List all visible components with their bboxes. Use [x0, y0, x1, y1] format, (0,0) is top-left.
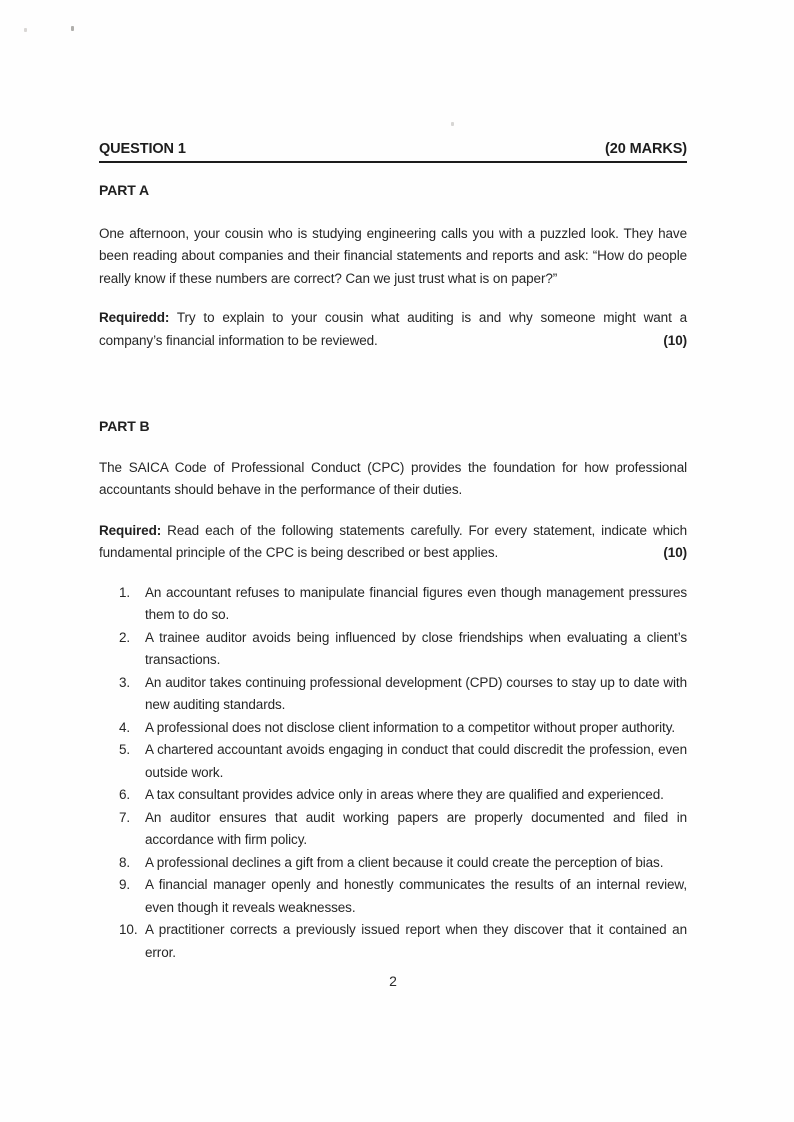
- statements-list: [99, 582, 687, 965]
- scan-artifact-dot: [71, 26, 74, 31]
- statement-number: 4.: [119, 719, 131, 735]
- question-marks: (20 MARKS): [605, 141, 687, 157]
- statement-item: [99, 874, 687, 919]
- scan-artifact-dot: [451, 122, 454, 126]
- statement-item: [99, 919, 687, 964]
- question-header: [99, 140, 687, 163]
- statement-text: An auditor takes continuing professional development (CPD) courses to stay up to date with new auditing standards.: [145, 674, 687, 712]
- statement-item: [99, 717, 687, 740]
- statement-number: 2.: [119, 629, 131, 645]
- document-content: [99, 140, 687, 993]
- statement-number: 6.: [119, 787, 131, 802]
- statement-number: 7.: [119, 809, 131, 825]
- scan-artifact-dot: [24, 28, 27, 32]
- statement-text: An accountant refuses to manipulate financial figures even though management pressures them to do so.: [145, 584, 687, 622]
- statement-item: [99, 627, 687, 672]
- required-text: Read each of the following statements carefully. For every statement, indicate which fundamental principle of the CPC is being described or best applies.: [99, 522, 687, 560]
- page-number: 2: [389, 973, 397, 989]
- statement-number: 10.: [119, 922, 138, 937]
- marks-allocation: (10): [663, 545, 687, 560]
- statement-item: [99, 784, 687, 807]
- required-label: Requiredd:: [99, 310, 170, 325]
- part-b-heading: PART B: [99, 418, 150, 434]
- statement-number: 1.: [119, 584, 131, 600]
- part-a-heading: PART A: [99, 182, 149, 198]
- statement-text: A tax consultant provides advice only in areas where they are qualified and experienced.: [145, 787, 664, 802]
- statement-item: [99, 807, 687, 852]
- statement-item: [99, 582, 687, 627]
- statement-text: A practitioner corrects a previously issued report when they discover that it contained an error.: [145, 922, 687, 960]
- statement-text: A trainee auditor avoids being influenced by close friendships when evaluating a client’s transactions.: [145, 629, 687, 667]
- statement-text: A financial manager openly and honestly communicates the results of an internal review, even though it reveals weaknesses.: [145, 877, 687, 915]
- statement-text: An auditor ensures that audit working papers are properly documented and filed in accordance with firm policy.: [145, 809, 687, 847]
- required-text: Try to explain to your cousin what auditing is and why someone might want a company’s financial information to be reviewed.: [99, 310, 687, 348]
- statement-item: [99, 672, 687, 717]
- question-title: QUESTION 1: [99, 141, 186, 157]
- part-a-required: [99, 307, 687, 352]
- statement-number: 8.: [119, 854, 131, 870]
- statement-item: [99, 852, 687, 875]
- part-a-scenario: One afternoon, your cousin who is studying engineering calls you with a puzzled look. They have been reading about companies and their financial statements and reports and ask: “How do people really know if these numbers are correct? Can we just trust what is on paper?”: [99, 225, 687, 286]
- statement-number: 5.: [119, 742, 131, 757]
- part-b-intro: The SAICA Code of Professional Conduct (CPC) provides the foundation for how professional accountants should behave in the performance of their duties.: [99, 459, 687, 497]
- statement-text: A chartered accountant avoids engaging in conduct that could discredit the profession, even outside work.: [145, 742, 687, 780]
- statement-number: 9.: [119, 877, 131, 892]
- part-b-required: [99, 520, 687, 565]
- statement-number: 3.: [119, 674, 131, 690]
- statement-item: [99, 739, 687, 784]
- marks-allocation: (10): [663, 332, 687, 348]
- statement-text: A professional does not disclose client information to a competitor without proper authority.: [145, 719, 675, 735]
- required-label: Required:: [99, 522, 162, 538]
- statement-text: A professional declines a gift from a client because it could create the perception of bias.: [145, 854, 664, 870]
